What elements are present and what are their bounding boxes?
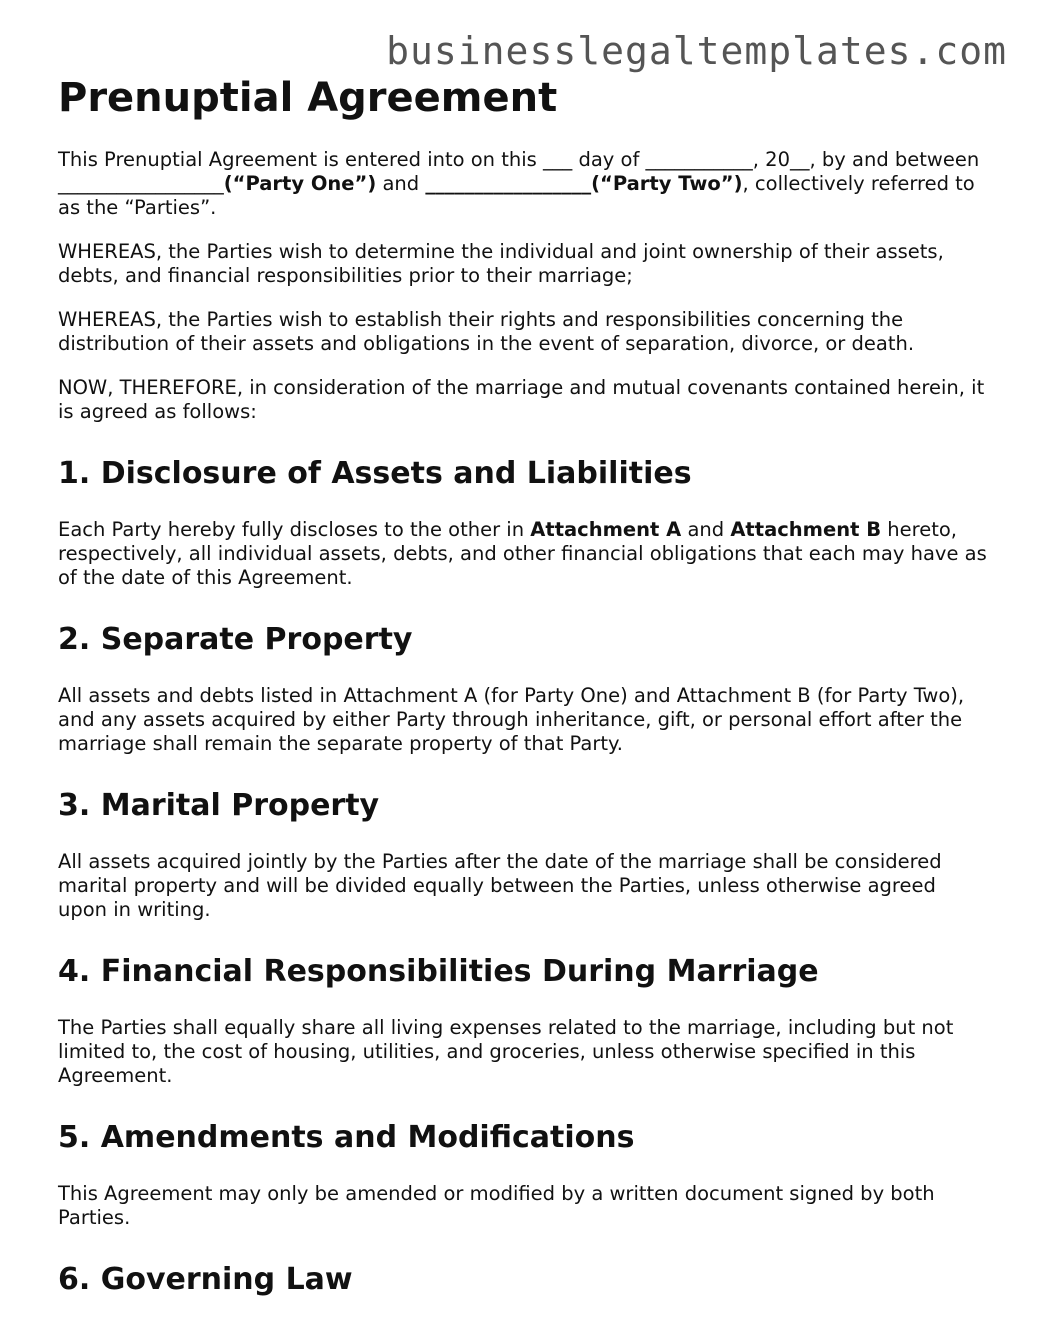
section-1-heading: 1. Disclosure of Assets and Liabilities xyxy=(58,456,692,491)
document-title: Prenuptial Agreement xyxy=(58,75,558,121)
whereas-paragraph-2: WHEREAS, the Parties wish to establish their rights and responsibilities concerning the distribution of their assets and obligations in the event of separation, divorce, or death. xyxy=(58,308,915,355)
section-1-body xyxy=(58,518,988,590)
whereas-paragraph-1: WHEREAS, the Parties wish to determine the individual and joint ownership of their assets, debts, and financial responsibilities prior to their marriage; xyxy=(58,240,944,287)
section-6-heading: 6. Governing Law xyxy=(58,1262,353,1297)
party-two-blank: _________________ xyxy=(425,172,592,195)
section-1-text-1: Each Party hereby fully discloses to the other in xyxy=(58,518,531,541)
section-1-and: and xyxy=(681,518,731,541)
intro-text-2: , collectively referred to as the “Parties”. xyxy=(58,172,975,219)
party-one-label: (“Party One”) xyxy=(223,172,377,195)
section-4-heading: 4. Financial Responsibilities During Marriage xyxy=(58,954,819,989)
attachment-a-label: Attachment A xyxy=(530,518,682,541)
intro-text-1: This Prenuptial Agreement is entered into on this ___ day of ___________, 20__, by and between xyxy=(58,148,980,171)
now-therefore-paragraph: NOW, THEREFORE, in consideration of the marriage and mutual covenants contained herein, it is agreed as follows: xyxy=(58,376,985,423)
party-one-blank: _________________ xyxy=(58,172,224,195)
party-two-label: (“Party Two”) xyxy=(591,172,743,195)
watermark: businesslegaltemplates.com xyxy=(386,29,1007,73)
section-5-heading: 5. Amendments and Modifications xyxy=(58,1120,635,1155)
section-1-text-2: hereto, respectively, all individual assets, debts, and other financial obligations that each may have as of the date of this Agreement. xyxy=(58,518,987,589)
section-5-body: This Agreement may only be amended or modified by a written document signed by both Parties. xyxy=(58,1182,935,1229)
section-4-body: The Parties shall equally share all living expenses related to the marriage, including but not limited to, the cost of housing, utilities, and groceries, unless otherwise specified in this Agreement. xyxy=(58,1016,954,1087)
intro-and: and xyxy=(376,172,426,195)
section-2-body: All assets and debts listed in Attachment A (for Party One) and Attachment B (for Party Two), and any assets acquired by either Party through inheritance, gift, or personal effort after the marriage shall remain the separate property of that Party. xyxy=(58,684,965,755)
attachment-b-label: Attachment B xyxy=(730,518,882,541)
section-3-heading: 3. Marital Property xyxy=(58,788,380,823)
section-3-body: All assets acquired jointly by the Parties after the date of the marriage shall be considered marital property and will be divided equally between the Parties, unless otherwise agreed upon in writing. xyxy=(58,850,942,921)
document-page xyxy=(58,74,988,1324)
section-2-heading: 2. Separate Property xyxy=(58,622,413,657)
intro-paragraph xyxy=(58,148,988,220)
